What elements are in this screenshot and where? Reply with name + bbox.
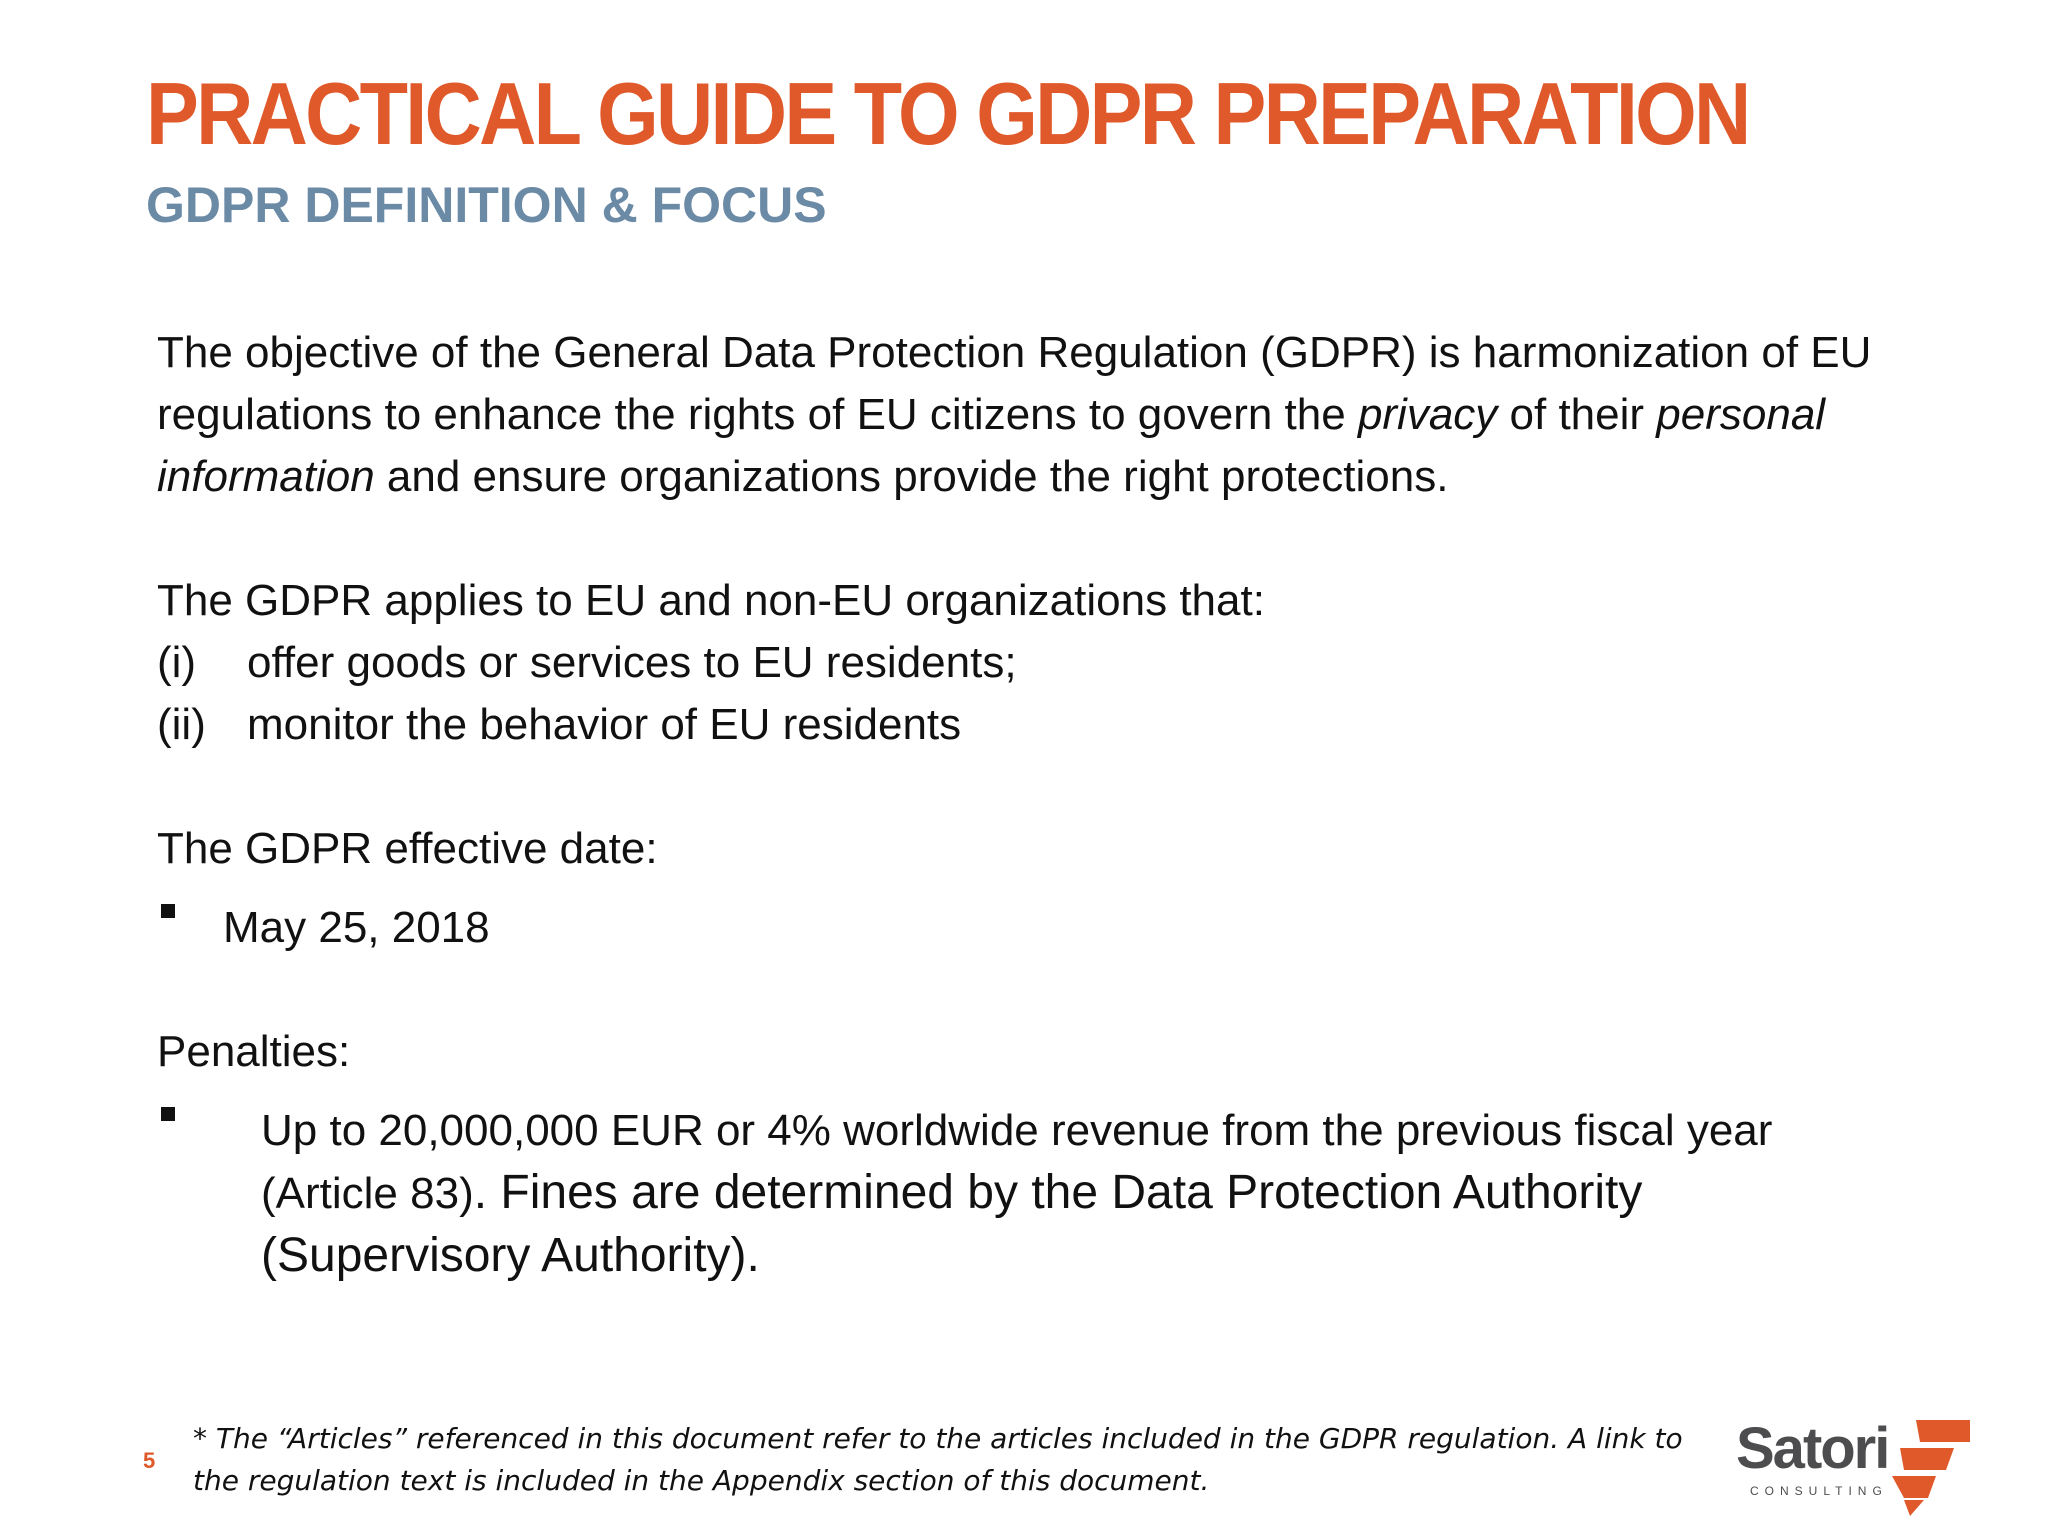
applies-item-text: monitor the behavior of EU residents [247,700,962,749]
applies-item [157,632,1897,694]
logo-mark-icon [1886,1420,1976,1516]
penalties-intro: Penalties: [157,1027,351,1076]
applies-intro: The GDPR applies to EU and non-EU organizations that: [157,576,1265,625]
logo-wordmark: Satori [1736,1416,1889,1481]
objective-text-3: and ensure organizations provide the right protections. [374,452,1449,501]
slide-title: PRACTICAL GUIDE TO GDPR PREPARATION [146,64,1749,163]
applies-item-marker: (i) [157,638,197,687]
footnote: * The “Articles” referenced in this document refer to the articles included in the GDPR regulation. A link to the regulation text is included in the Appendix section of this document. [193,1422,1683,1497]
penalties-text-part1: Up to 20,000,000 EUR or 4% worldwide revenue from the previous fiscal year (Article 83) [261,1106,1773,1218]
effective-date-intro: The GDPR effective date: [157,824,658,873]
objective-text-1: The objective of the General Data Protection Regulation (GDPR) is harmonization of EU regulations to enhance the rights of EU citizens to govern the [157,328,1872,439]
applies-section [157,570,1897,756]
slide-subtitle: GDPR DEFINITION & FOCUS [146,177,827,233]
slide-body [157,322,1897,1288]
objective-personal-information-term: personal information [157,390,1826,501]
square-bullet-icon [157,880,223,942]
applies-item [157,694,1897,756]
applies-item-marker: (ii) [157,700,206,749]
effective-date-section [157,818,1897,959]
penalties-section [157,1021,1897,1288]
penalties-text [261,1100,1897,1288]
objective-privacy-term: privacy [1357,390,1498,439]
page-number: 5 [143,1448,156,1473]
satori-consulting-logo [1736,1416,1976,1520]
objective-paragraph [157,322,1897,508]
effective-date-value: May 25, 2018 [223,903,490,952]
applies-item-text: offer goods or services to EU residents; [247,638,1017,687]
penalties-text-part2: . Fines are determined by the Data Protection Authority (Supervisory Authority). [261,1166,1643,1282]
effective-date-item [157,880,1897,959]
penalties-item [157,1083,1897,1288]
logo-subtitle: CONSULTING [1750,1484,1888,1498]
square-bullet-icon [157,1083,261,1145]
objective-text-2: of their [1497,390,1657,439]
